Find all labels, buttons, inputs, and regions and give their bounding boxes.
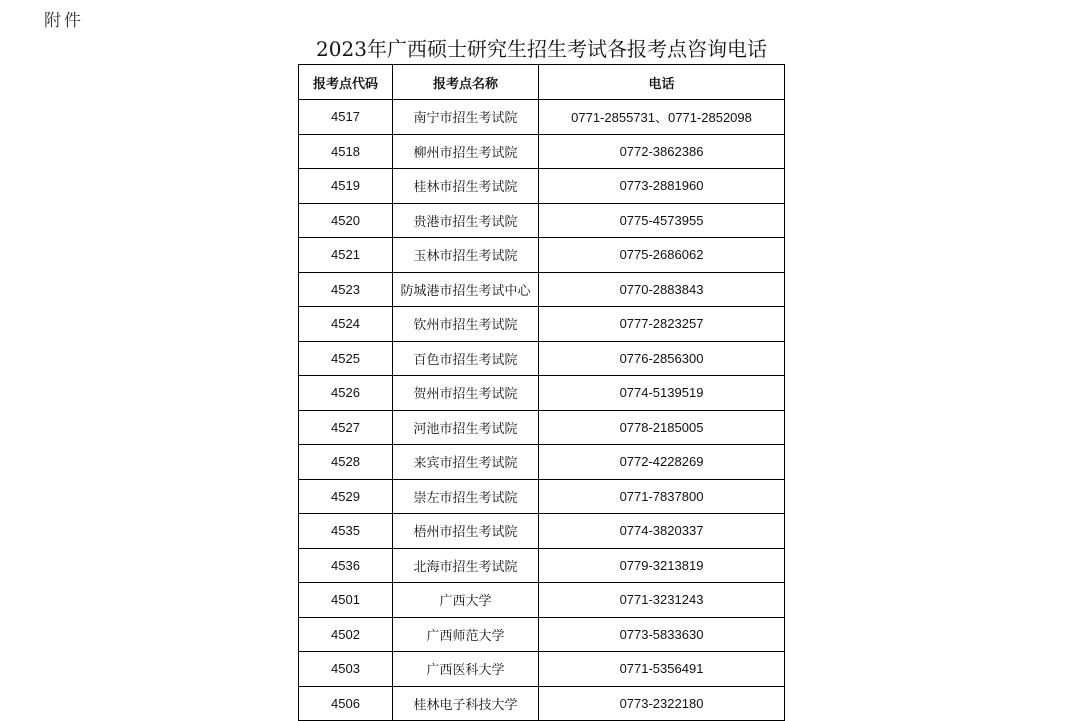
exam-site-name: 广西大学: [393, 583, 539, 618]
exam-site-name: 广西医科大学: [393, 652, 539, 687]
exam-site-code: 4528: [299, 445, 393, 480]
table-row: [299, 652, 785, 687]
phone-number: 0778-2185005: [539, 410, 785, 445]
exam-site-name: 柳州市招生考试院: [393, 134, 539, 169]
exam-site-name: 贺州市招生考试院: [393, 376, 539, 411]
phone-number: 0771-2855731、0771-2852098: [539, 100, 785, 135]
table-row: [299, 169, 785, 204]
exam-site-code: 4526: [299, 376, 393, 411]
exam-site-name: 南宁市招生考试院: [393, 100, 539, 135]
exam-site-code: 4501: [299, 583, 393, 618]
table-row: [299, 238, 785, 273]
phone-number: 0776-2856300: [539, 341, 785, 376]
exam-site-code: 4523: [299, 272, 393, 307]
table-row: [299, 100, 785, 135]
phone-number: 0771-5356491: [539, 652, 785, 687]
table-row: [299, 376, 785, 411]
exam-site-code: 4506: [299, 686, 393, 721]
table-header-row: [299, 65, 785, 100]
column-header-code: 报考点代码: [299, 65, 393, 100]
exam-site-name: 广西师范大学: [393, 617, 539, 652]
column-header-name: 报考点名称: [393, 65, 539, 100]
exam-site-name: 桂林市招生考试院: [393, 169, 539, 204]
table-row: [299, 514, 785, 549]
exam-site-code: 4527: [299, 410, 393, 445]
contact-table: [298, 64, 785, 721]
table-row: [299, 686, 785, 721]
exam-site-code: 4536: [299, 548, 393, 583]
exam-site-name: 玉林市招生考试院: [393, 238, 539, 273]
attachment-label: 附件: [44, 11, 84, 31]
exam-site-code: 4503: [299, 652, 393, 687]
exam-site-code: 4502: [299, 617, 393, 652]
exam-site-code: 4519: [299, 169, 393, 204]
phone-number: 0772-3862386: [539, 134, 785, 169]
exam-site-name: 桂林电子科技大学: [393, 686, 539, 721]
exam-site-code: 4517: [299, 100, 393, 135]
phone-number: 0777-2823257: [539, 307, 785, 342]
phone-number: 0775-2686062: [539, 238, 785, 273]
exam-site-name: 北海市招生考试院: [393, 548, 539, 583]
table-row: [299, 617, 785, 652]
exam-site-code: 4529: [299, 479, 393, 514]
page-title: 2023年广西硕士研究生招生考试各报考点咨询电话: [316, 37, 767, 61]
phone-number: 0772-4228269: [539, 445, 785, 480]
exam-site-name: 崇左市招生考试院: [393, 479, 539, 514]
exam-site-code: 4521: [299, 238, 393, 273]
exam-site-name: 百色市招生考试院: [393, 341, 539, 376]
exam-site-code: 4524: [299, 307, 393, 342]
table-row: [299, 134, 785, 169]
phone-number: 0771-3231243: [539, 583, 785, 618]
exam-site-name: 梧州市招生考试院: [393, 514, 539, 549]
phone-number: 0771-7837800: [539, 479, 785, 514]
exam-site-name: 河池市招生考试院: [393, 410, 539, 445]
exam-site-code: 4520: [299, 203, 393, 238]
exam-site-name: 贵港市招生考试院: [393, 203, 539, 238]
exam-site-code: 4525: [299, 341, 393, 376]
phone-number: 0773-2322180: [539, 686, 785, 721]
phone-number: 0773-5833630: [539, 617, 785, 652]
table-body: [299, 100, 785, 721]
exam-site-name: 钦州市招生考试院: [393, 307, 539, 342]
table-row: [299, 307, 785, 342]
phone-number: 0774-3820337: [539, 514, 785, 549]
exam-site-name: 防城港市招生考试中心: [393, 272, 539, 307]
column-header-phone: 电话: [539, 65, 785, 100]
table-row: [299, 445, 785, 480]
table-row: [299, 583, 785, 618]
table-row: [299, 410, 785, 445]
phone-number: 0774-5139519: [539, 376, 785, 411]
phone-number: 0779-3213819: [539, 548, 785, 583]
table-row: [299, 203, 785, 238]
table-row: [299, 272, 785, 307]
exam-site-code: 4535: [299, 514, 393, 549]
table-row: [299, 548, 785, 583]
phone-number: 0770-2883843: [539, 272, 785, 307]
table-row: [299, 479, 785, 514]
exam-site-code: 4518: [299, 134, 393, 169]
table-row: [299, 341, 785, 376]
phone-number: 0773-2881960: [539, 169, 785, 204]
exam-site-name: 来宾市招生考试院: [393, 445, 539, 480]
phone-number: 0775-4573955: [539, 203, 785, 238]
